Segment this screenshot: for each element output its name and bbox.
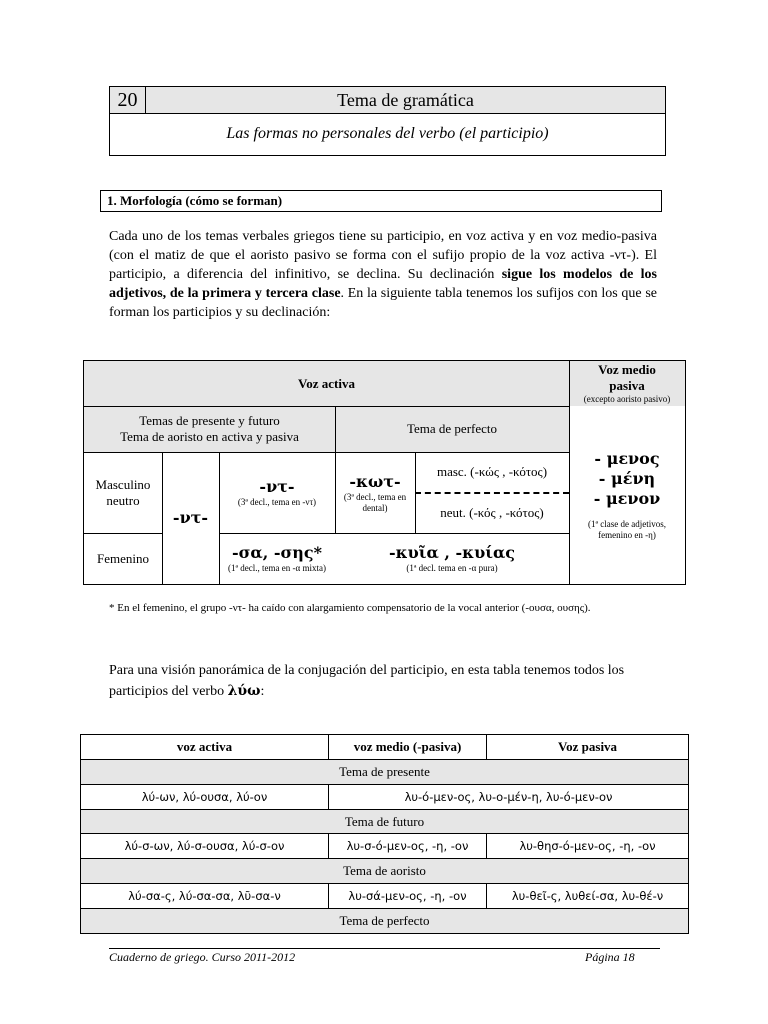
fem-sa-note: (1ª decl., tema en -α mixta): [228, 563, 326, 573]
grid-line: [415, 452, 416, 533]
intro-text-1: Cada uno de los temas verbales griegos tiene su participio, en voz activa y en voz medio-pasiva (con el matiz de que el aoristo pasivo se forma con el sufijo propio de la voz activa -ντ-). El participio, a diferencia del infinitivo, se declina. Su declinación: [109, 229, 657, 282]
footer-course: Cuaderno de griego. Curso 2011-2012: [109, 950, 296, 964]
lesson-header: [109, 86, 666, 156]
grid-line: [219, 452, 220, 584]
mene: - μένη: [598, 469, 656, 488]
intro-bold: sigue los modelos de los adjetivos, de la primera y tercera clase: [109, 267, 657, 301]
masculino-neutro-label: Masculino neutro: [95, 476, 151, 508]
excepto-note: (excepto aoristo pasivo): [583, 394, 671, 404]
participle-table: [80, 734, 689, 934]
fem-sa-cell: [219, 533, 335, 584]
presente-medio: λυ-ό-μεν-ος, λυ-ο-μέν-η, λυ-ό-μεν-ον: [404, 790, 613, 804]
neut-label: neut. (-κός , -κότος): [440, 504, 544, 520]
table-header-row: [81, 735, 688, 760]
nt-suffix: -ντ-: [172, 508, 209, 527]
tema-aoristo-row: Tema de aoristo: [343, 863, 426, 878]
neut-cell: [415, 492, 569, 533]
header-voz-pasiva: Voz pasiva: [557, 739, 618, 754]
nt-big: -ντ-: [259, 477, 295, 496]
table-row: [81, 760, 688, 785]
tema-perfecto-row: Tema de perfecto: [339, 913, 430, 928]
header-voz-medio: voz medio (-pasiva): [329, 735, 487, 759]
femenino-cell: [84, 533, 162, 584]
suffix-table: [83, 360, 686, 585]
intro-paragraph: [109, 227, 657, 322]
table-row: [81, 859, 688, 884]
overview-verb: λύω: [227, 683, 261, 699]
lesson-number: 20: [110, 87, 146, 113]
footer-divider: [109, 948, 660, 949]
aoristo-activa: λύ-σα-ς, λύ-σα-σα, λῦ-σα-ν: [81, 884, 329, 908]
section-heading: 1. Morfología (cómo se forman): [100, 190, 662, 212]
grid-line: [84, 406, 569, 407]
table-row: [81, 884, 688, 909]
table-row: [81, 810, 688, 834]
overview-paragraph: [109, 661, 657, 702]
overview-text: Para una visión panorámica de la conjugación del participio, en esta tabla tenemos todos los participios del verbo: [109, 663, 625, 699]
fem-sa: -σα, -σης*: [231, 543, 323, 562]
menos-cell: [569, 406, 685, 584]
grid-line: [335, 406, 336, 533]
footer-page-number: Página 18: [585, 950, 635, 964]
grid-line: [162, 452, 163, 584]
tema-perfecto-cell: [335, 406, 569, 452]
nt-note: (3ª decl., tema en -ντ): [237, 497, 317, 507]
table-row: [81, 834, 688, 859]
temas-presente-cell: [84, 406, 335, 452]
tema-aoristo-label: Tema de aoristo en activa y pasiva: [120, 429, 299, 444]
kot-cell: [335, 452, 415, 533]
kuia-note: (1ª decl. tema en -α pura): [406, 563, 498, 573]
presente-activa: λύ-ων, λύ-ουσα, λύ-ον: [81, 785, 329, 809]
grid-line: [84, 533, 162, 534]
kuia-cell: [335, 533, 569, 584]
lesson-header-bar: [110, 87, 665, 114]
footnote: * En el femenino, el grupo -ντ- ha caído con alargamiento compensatorio de la vocal anterior (-ουσα, ουσης).: [109, 602, 591, 614]
kot: -κωτ-: [349, 471, 401, 491]
overview-end: :: [260, 684, 265, 699]
tema-futuro-row: Tema de futuro: [344, 813, 425, 829]
kuia: -κυῖα , -κυίας: [388, 543, 516, 562]
lesson-title: Tema de gramática: [337, 90, 474, 110]
lesson-subtitle: Las formas no personales del verbo (el participio): [226, 125, 549, 142]
kot-note: (3ª decl., tema en dental): [343, 491, 407, 513]
grid-line: [219, 533, 569, 534]
grid-line: [84, 452, 569, 453]
voz-medio-header: [569, 361, 685, 406]
aoristo-pasiva: λυ-θεῖ-ς, λυθεί-σα, λυ-θέ-ν: [511, 889, 664, 903]
aoristo-medio: λυ-σά-μεν-ος, -η, -ον: [329, 884, 487, 908]
masc-cell: [415, 452, 569, 492]
voz-medio-label: Voz medio pasiva: [598, 362, 656, 393]
table-row: [81, 785, 688, 810]
intro-text-2: . En la siguiente tabla tenemos los sufijos con los que se forman los participios y su declinación:: [109, 286, 657, 320]
menos: - μενος: [594, 449, 660, 468]
nt-suffix-cell: [162, 452, 219, 584]
femenino-label: Femenino: [97, 550, 149, 566]
futuro-pasiva: λυ-θησ-ό-μεν-ος, -η, -ον: [519, 839, 656, 853]
masculino-neutro-cell: [84, 452, 162, 533]
voz-activa-header: [84, 361, 569, 406]
futuro-medio: λυ-σ-ό-μεν-ος, -η, -ον: [329, 834, 487, 858]
dashed-divider: [415, 492, 569, 494]
temas-presente-label: Temas de presente y futuro: [139, 413, 280, 428]
grid-line: [569, 361, 570, 584]
futuro-activa: λύ-σ-ων, λύ-σ-ουσα, λύ-σ-ον: [81, 834, 329, 858]
menos-note: (1ª clase de adjetivos, femenino en -η): [588, 519, 666, 540]
header-voz-activa: voz activa: [81, 735, 329, 759]
tema-perfecto-label: Tema de perfecto: [406, 421, 498, 436]
menon: - μενον: [593, 489, 661, 508]
masc-label: masc. (-κώς , -κότος): [436, 464, 548, 479]
table-row: [81, 909, 688, 933]
tema-presente-row: Tema de presente: [339, 764, 430, 779]
voz-activa-label: Voz activa: [298, 375, 355, 391]
nt-cell: [219, 452, 335, 533]
